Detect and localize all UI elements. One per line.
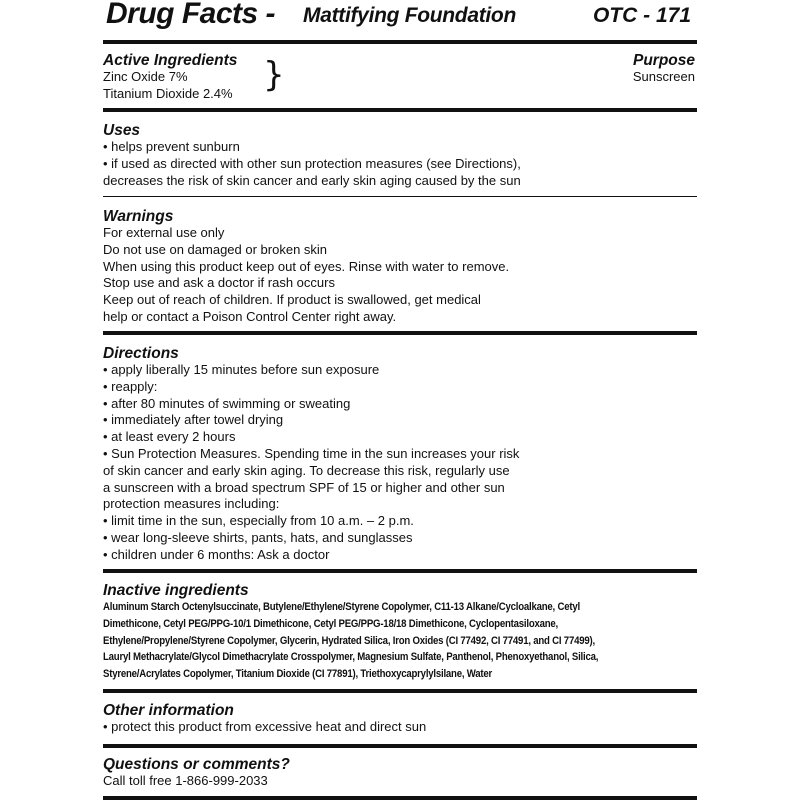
inactive-ingredients-line: Styrene/Acrylates Copolymer, Titanium Dioxide (CI 77891), Triethoxycaprylylsilane, Water bbox=[103, 668, 493, 681]
product-name: Mattifying Foundation bbox=[303, 4, 516, 27]
divider bbox=[103, 40, 697, 44]
directions-line: • limit time in the sun, especially from 10 a.m. – 2 p.m. bbox=[103, 513, 414, 529]
directions-line: a sunscreen with a broad spectrum SPF of 15 or higher and other sun bbox=[103, 479, 505, 495]
uses-heading: Uses bbox=[103, 122, 141, 139]
directions-line: • Sun Protection Measures. Spending time in the sun increases your risk bbox=[103, 445, 520, 461]
directions-line: • apply liberally 15 minutes before sun exposure bbox=[103, 362, 380, 377]
inactive-ingredients-line: Aluminum Starch Octenylsuccinate, Butylene/Ethylene/Styrene Copolymer, C11-13 Alkane/Cycloalkane, Cetyl bbox=[103, 601, 580, 613]
active-ingredient-line: Zinc Oxide 7% bbox=[103, 69, 188, 84]
directions-line: protection measures including: bbox=[103, 496, 280, 512]
drug-facts-title: Drug Facts - bbox=[106, 0, 276, 30]
toll-free-phone: Call toll free 1-866-999-2033 bbox=[103, 773, 268, 788]
uses-line: • if used as directed with other sun protection measures (see Directions), bbox=[103, 155, 521, 171]
warnings-line: When using this product keep out of eyes. Rinse with water to remove. bbox=[103, 258, 510, 274]
directions-line: of skin cancer and early skin aging. To decrease this risk, regularly use bbox=[103, 462, 510, 478]
warnings-line: Do not use on damaged or broken skin bbox=[103, 241, 328, 257]
directions-line: • at least every 2 hours bbox=[103, 429, 236, 445]
questions-section bbox=[103, 756, 697, 790]
warnings-line: Stop use and ask a doctor if rash occurs bbox=[103, 275, 335, 291]
inactive-ingredients-line: Dimethicone, Cetyl PEG/PPG-10/1 Dimethicone, Cetyl PEG/PPG-18/18 Dimethicone, Cyclopentasiloxane, bbox=[103, 617, 559, 630]
active-ingredients-section bbox=[103, 52, 697, 102]
divider bbox=[103, 108, 697, 112]
active-ingredient-line: Titanium Dioxide 2.4% bbox=[103, 85, 233, 101]
warnings-line: Keep out of reach of children. If product is swallowed, get medical bbox=[103, 292, 481, 308]
other-information-line: • protect this product from excessive heat and direct sun bbox=[103, 719, 427, 734]
directions-section bbox=[103, 345, 697, 564]
directions-line: • immediately after towel drying bbox=[103, 412, 284, 428]
questions-heading: Questions or comments? bbox=[103, 756, 290, 773]
purpose-heading: Purpose bbox=[632, 52, 695, 69]
divider bbox=[103, 796, 697, 800]
purpose-value: Sunscreen bbox=[632, 69, 695, 84]
uses-line: • helps prevent sunburn bbox=[103, 139, 240, 154]
directions-line: • reapply: bbox=[103, 378, 158, 394]
divider bbox=[103, 744, 697, 748]
warnings-heading: Warnings bbox=[103, 208, 174, 225]
otc-code: OTC - 171 bbox=[592, 4, 691, 27]
directions-line: • children under 6 months: Ask a doctor bbox=[103, 546, 330, 562]
uses-section bbox=[103, 122, 697, 189]
directions-heading: Directions bbox=[103, 345, 179, 362]
directions-line: • wear long-sleeve shirts, pants, hats, and sunglasses bbox=[103, 529, 413, 545]
brace-icon: } bbox=[263, 55, 285, 95]
title-row bbox=[103, 0, 697, 40]
other-information-section bbox=[103, 702, 697, 736]
divider bbox=[103, 331, 697, 335]
inactive-ingredients-section bbox=[103, 582, 697, 683]
uses-line: decreases the risk of skin cancer and early skin aging caused by the sun bbox=[103, 172, 521, 188]
active-ingredients-heading: Active Ingredients bbox=[103, 52, 238, 69]
inactive-ingredients-line: Ethylene/Propylene/Styrene Copolymer, Glycerin, Hydrated Silica, Iron Oxides (CI 77492, CI 77491, and CI 77499), bbox=[103, 634, 595, 647]
warnings-section bbox=[103, 208, 697, 326]
inactive-ingredients-heading: Inactive ingredients bbox=[103, 582, 249, 599]
directions-line: • after 80 minutes of swimming or sweating bbox=[103, 395, 351, 411]
divider bbox=[103, 569, 697, 573]
drug-facts-panel bbox=[103, 0, 697, 800]
warnings-line: For external use only bbox=[103, 225, 225, 240]
divider bbox=[103, 689, 697, 693]
inactive-ingredients-line: Lauryl Methacrylate/Glycol Dimethacrylate Crosspolymer, Magnesium Sulfate, Panthenol, Phenoxyethanol, Silica, bbox=[103, 651, 599, 664]
purpose-block bbox=[633, 52, 695, 86]
divider bbox=[103, 196, 697, 197]
other-information-heading: Other information bbox=[103, 702, 234, 719]
warnings-line: help or contact a Poison Control Center right away. bbox=[103, 308, 397, 324]
